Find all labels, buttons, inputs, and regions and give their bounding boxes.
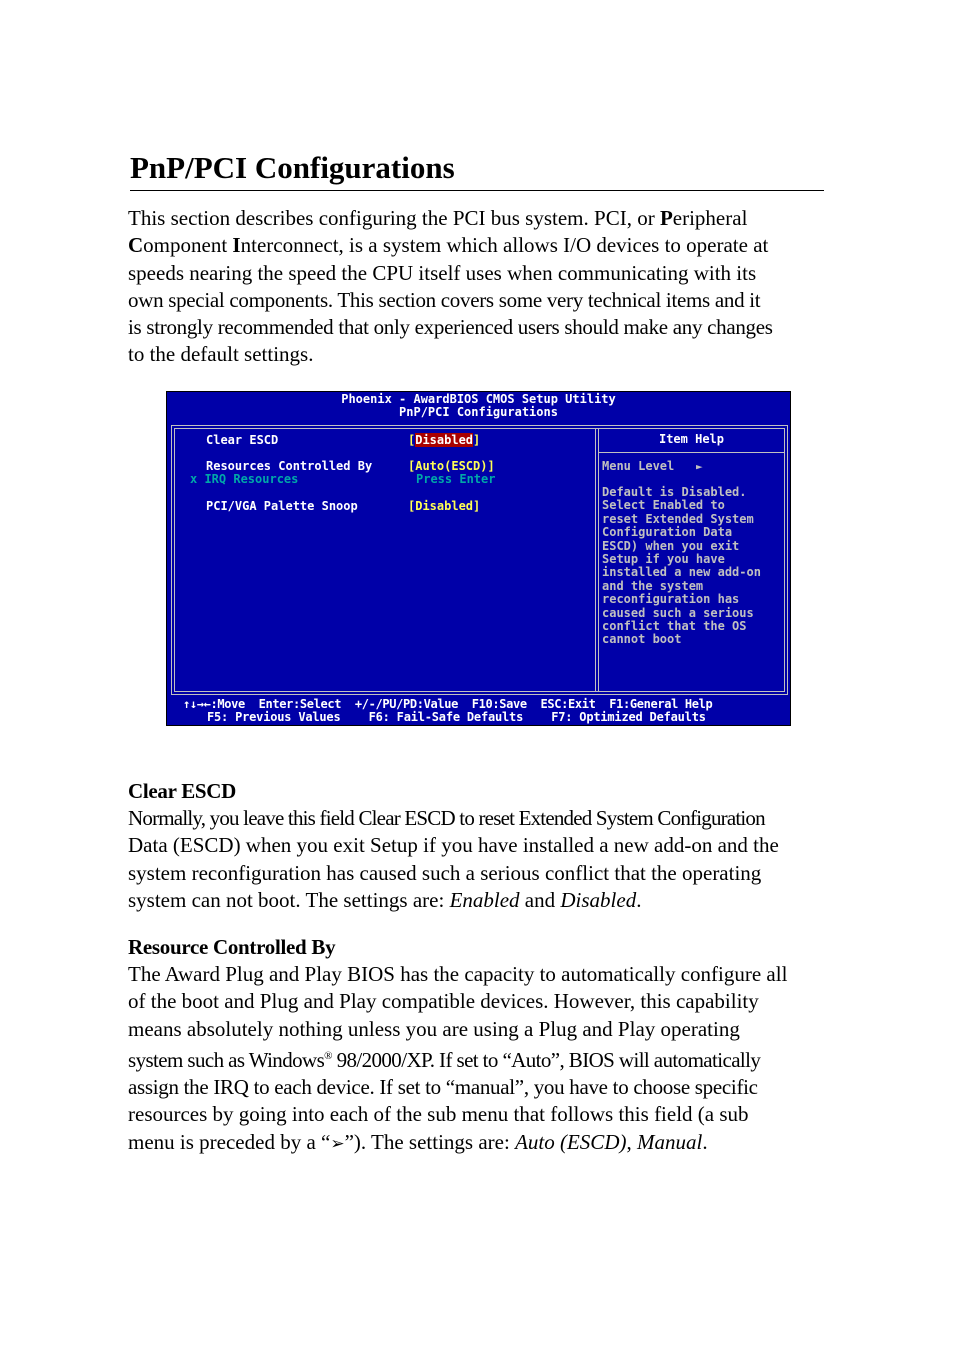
setting-disabled: Disabled [560, 887, 637, 912]
intro-bold-letter: P [659, 206, 673, 230]
bios-frame [171, 425, 788, 695]
resource-text: ”). The settings are: [344, 1129, 516, 1154]
intro-line-4: own special components. This section covers some very technical items and it [128, 287, 761, 312]
resources-controlled-label[interactable]: Resources Controlled By [206, 459, 373, 473]
help-line: reset Extended System [602, 511, 754, 526]
palette-snoop-value[interactable]: [Disabled] [408, 499, 481, 513]
clear-escd-line: Data (ESCD) when you exit Setup if you have installed a new add-on and the [128, 833, 779, 858]
clear-escd-paragraph [128, 805, 824, 914]
bios-screenshot [166, 391, 791, 726]
bios-keys-line-2: F5: Previous Values F6: Fail-Safe Defaults F7: Optimized Defaults [207, 710, 706, 724]
page-title: PnP/PCI Configurations [130, 148, 824, 191]
setting-manual: Manual [636, 1129, 703, 1154]
intro-line-2 [128, 232, 824, 259]
intro-line-3: speeds nearing the speed the CPU itself uses when communicating with its [128, 260, 757, 285]
resource-line: resources by going into each of the sub menu that follows this field (a sub [128, 1102, 749, 1127]
help-line: Default is Disabled. [602, 485, 747, 499]
menu-level-text: Menu Level [602, 459, 675, 473]
arrowhead-icon: ➢ [330, 1133, 345, 1154]
intro-line-5: is strongly recommended that only experienced users should make any changes [128, 315, 773, 340]
help-line: ESCD) when you exit [602, 538, 740, 553]
clear-escd-selected[interactable]: Disabled [415, 433, 474, 447]
intro-text: omponent [143, 233, 233, 258]
clear-escd-line: system reconfiguration has caused such a serious conflict that the operating [128, 860, 762, 885]
intro-line-6: to the default settings. [128, 342, 314, 367]
help-line: reconfiguration has [602, 592, 740, 607]
help-line: and the system [602, 578, 704, 593]
help-line: Select Enabled to [602, 498, 725, 513]
clear-escd-label[interactable]: Clear ESCD [206, 433, 279, 447]
intro-text: This section describes configuring the PCI bus system. PCI, or [128, 206, 660, 230]
clear-escd-text: and [519, 887, 561, 912]
clear-escd-line: Normally, you leave this field Clear ESCD to reset Extended System Configuration [128, 806, 765, 830]
resource-line: The Award Plug and Play BIOS has the capacity to automatically configure all [128, 962, 788, 986]
resource-line: assign the IRQ to each device. If set to “manual”, you have to choose specific [128, 1075, 758, 1100]
help-line: Setup if you have [602, 552, 725, 566]
menu-level [602, 460, 703, 473]
resource-heading: Resource Controlled By [128, 935, 336, 959]
bios-divider [595, 429, 599, 691]
registered-mark: ® [324, 1049, 332, 1062]
bios-keys-line-1: ↑↓→←:Move Enter:Select +/-/PU/PD:Value F10:Save ESC:Exit F1:General Help [183, 697, 713, 711]
intro-text: eripheral [672, 206, 748, 230]
help-line: Configuration Data [602, 525, 733, 540]
clear-escd-text: system can not boot. The settings are: [128, 887, 450, 912]
resource-line [128, 1043, 824, 1074]
resource-text: 98/2000/XP. If set to “Auto”, BIOS will automatically [331, 1047, 761, 1072]
bios-frame-inner [174, 428, 785, 692]
resource-text: system such as Windows [128, 1047, 325, 1072]
resource-line [128, 1129, 824, 1158]
intro-bold-letter: I [232, 233, 241, 258]
help-line: cannot boot [602, 632, 682, 647]
setting-auto-escd: Auto (ESCD) [515, 1129, 627, 1154]
intro-line-1 [128, 205, 824, 232]
resource-text: menu is preceded by a “ [128, 1129, 331, 1154]
resource-paragraph [128, 961, 824, 1158]
triangle-right-icon: ► [695, 460, 703, 473]
item-help-header: Item Help [599, 429, 784, 453]
help-line: caused such a serious [602, 605, 754, 620]
help-line: installed a new add-on [602, 565, 761, 580]
bios-subtitle: PnP/PCI Configurations [399, 405, 558, 419]
clear-escd-line [128, 887, 824, 914]
irq-resources-value[interactable]: Press Enter [416, 472, 496, 486]
bios-title: Phoenix - AwardBIOS CMOS Setup Utility [341, 392, 616, 406]
irq-resources-label[interactable]: x IRQ Resources [190, 472, 299, 486]
resources-controlled-value[interactable]: [Auto(ESCD)] [408, 459, 495, 473]
intro-text: nterconnect, is a system which allows I/O devices to operate at [240, 233, 769, 258]
resource-text: , [626, 1129, 637, 1154]
resource-text: . [702, 1129, 708, 1154]
help-line: conflict that the OS [602, 619, 747, 633]
clear-escd-heading: Clear ESCD [128, 779, 237, 803]
resource-line: means absolutely nothing unless you are using a Plug and Play operating [128, 1016, 740, 1041]
clear-escd-value[interactable]: [Disabled] [408, 433, 481, 447]
intro-bold-letter: C [128, 233, 144, 258]
palette-snoop-label[interactable]: PCI/VGA Palette Snoop [206, 499, 358, 513]
clear-escd-text: . [636, 887, 642, 912]
setting-enabled: Enabled [449, 887, 520, 912]
intro-paragraph [128, 205, 824, 369]
resource-line: of the boot and Plug and Play compatible devices. However, this capability [128, 989, 759, 1014]
